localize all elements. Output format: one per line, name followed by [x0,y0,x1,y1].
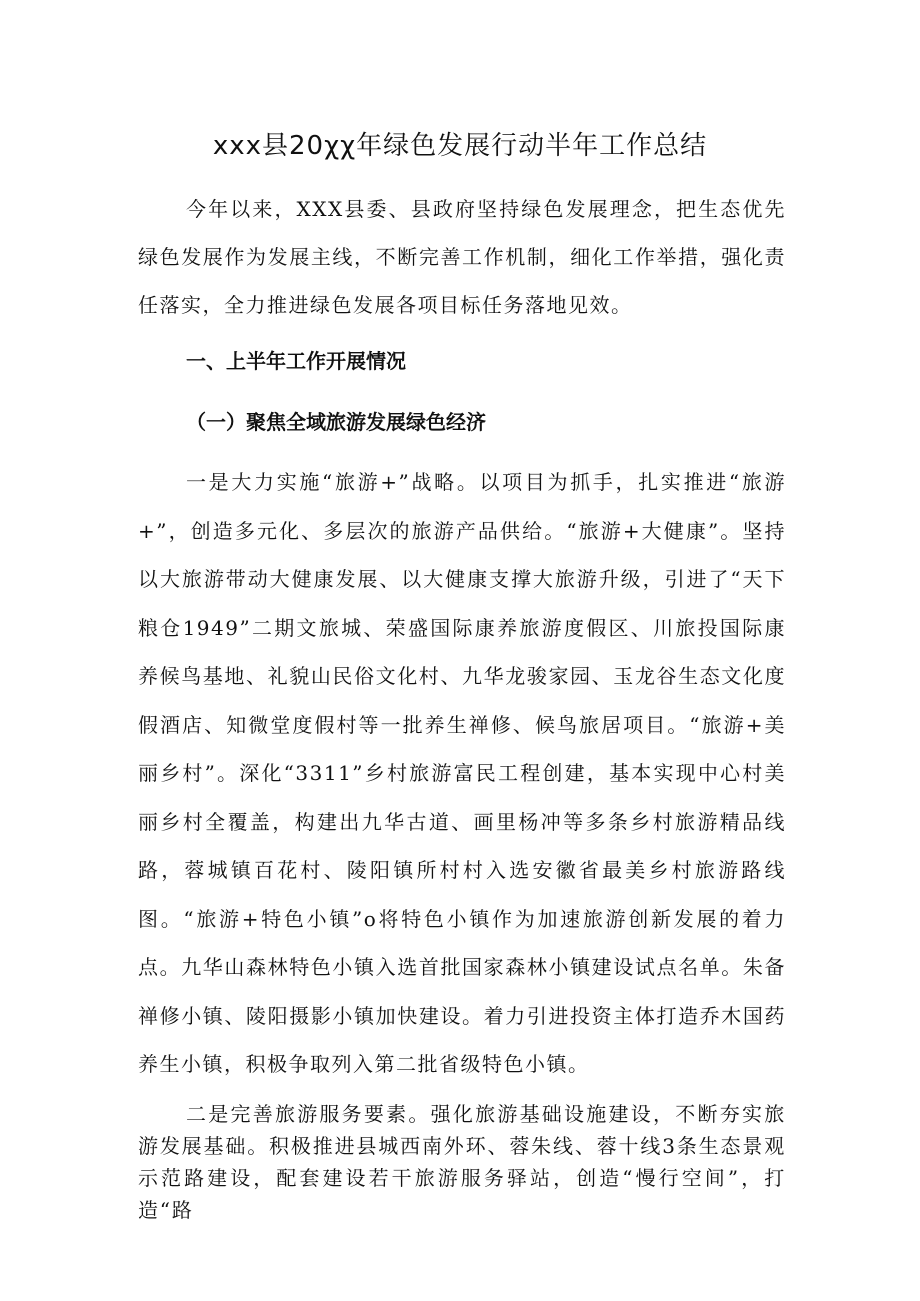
intro-paragraph: 今年以来，XXX县委、县政府坚持绿色发展理念，把生态优先绿色发展作为发展主线，不断完善工作机制，细化工作举措，强化责任落实，全力推进绿色发展各项目标任务落地见效。 [138,197,786,317]
section-heading: 一、上半年工作开展情况 [186,349,406,373]
body-paragraph-2: 二是完善旅游服务要素。强化旅游基础设施建设，不断夯实旅游发展基础。积极推进县城西南外环、蓉朱线、蓉十线3条生态景观示范路建设，配套建设若干旅游服务驿站，创造“慢行空间”，打造“路 [138,1102,786,1222]
body-paragraph-1: 一是大力实施“旅游+”战略。以项目为抓手，扎实推进“旅游+”，创造多元化、多层次的旅游产品供给。“旅游+大健康”。坚持以大旅游带动大健康发展、以大健康支撑大旅游升级，引进了“天下粮仓1949”二期文旅城、荣盛国际康养旅游度假区、川旅投国际康养候鸟基地、礼貌山民俗文化村、九华龙骏家园、玉龙谷生态文化度假酒店、知微堂度假村等一批养生禅修、候鸟旅居项目。“旅游+美丽乡村”。深化“3311”乡村旅游富民工程创建，基本实现中心村美丽乡村全覆盖，构建出九华古道、画里杨冲等多条乡村旅游精品线路，蓉城镇百花村、陵阳镇所村村入选安徽省最美乡村旅游路线图。“旅游+特色小镇”o将特色小镇作为加速旅游创新发展的着力点。九华山森林特色小镇入选首批国家森林小镇建设试点名单。朱备禅修小镇、陵阳摄影小镇加快建设。着力引进投资主体打造乔木国药养生小镇，积极争取列入第二批省级特色小镇。 [138,470,786,1076]
subsection-heading: （一）聚焦全域旅游发展绿色经济 [186,410,486,434]
document-title: xxx县20χχ年绿色发展行动半年工作总结 [212,131,708,161]
